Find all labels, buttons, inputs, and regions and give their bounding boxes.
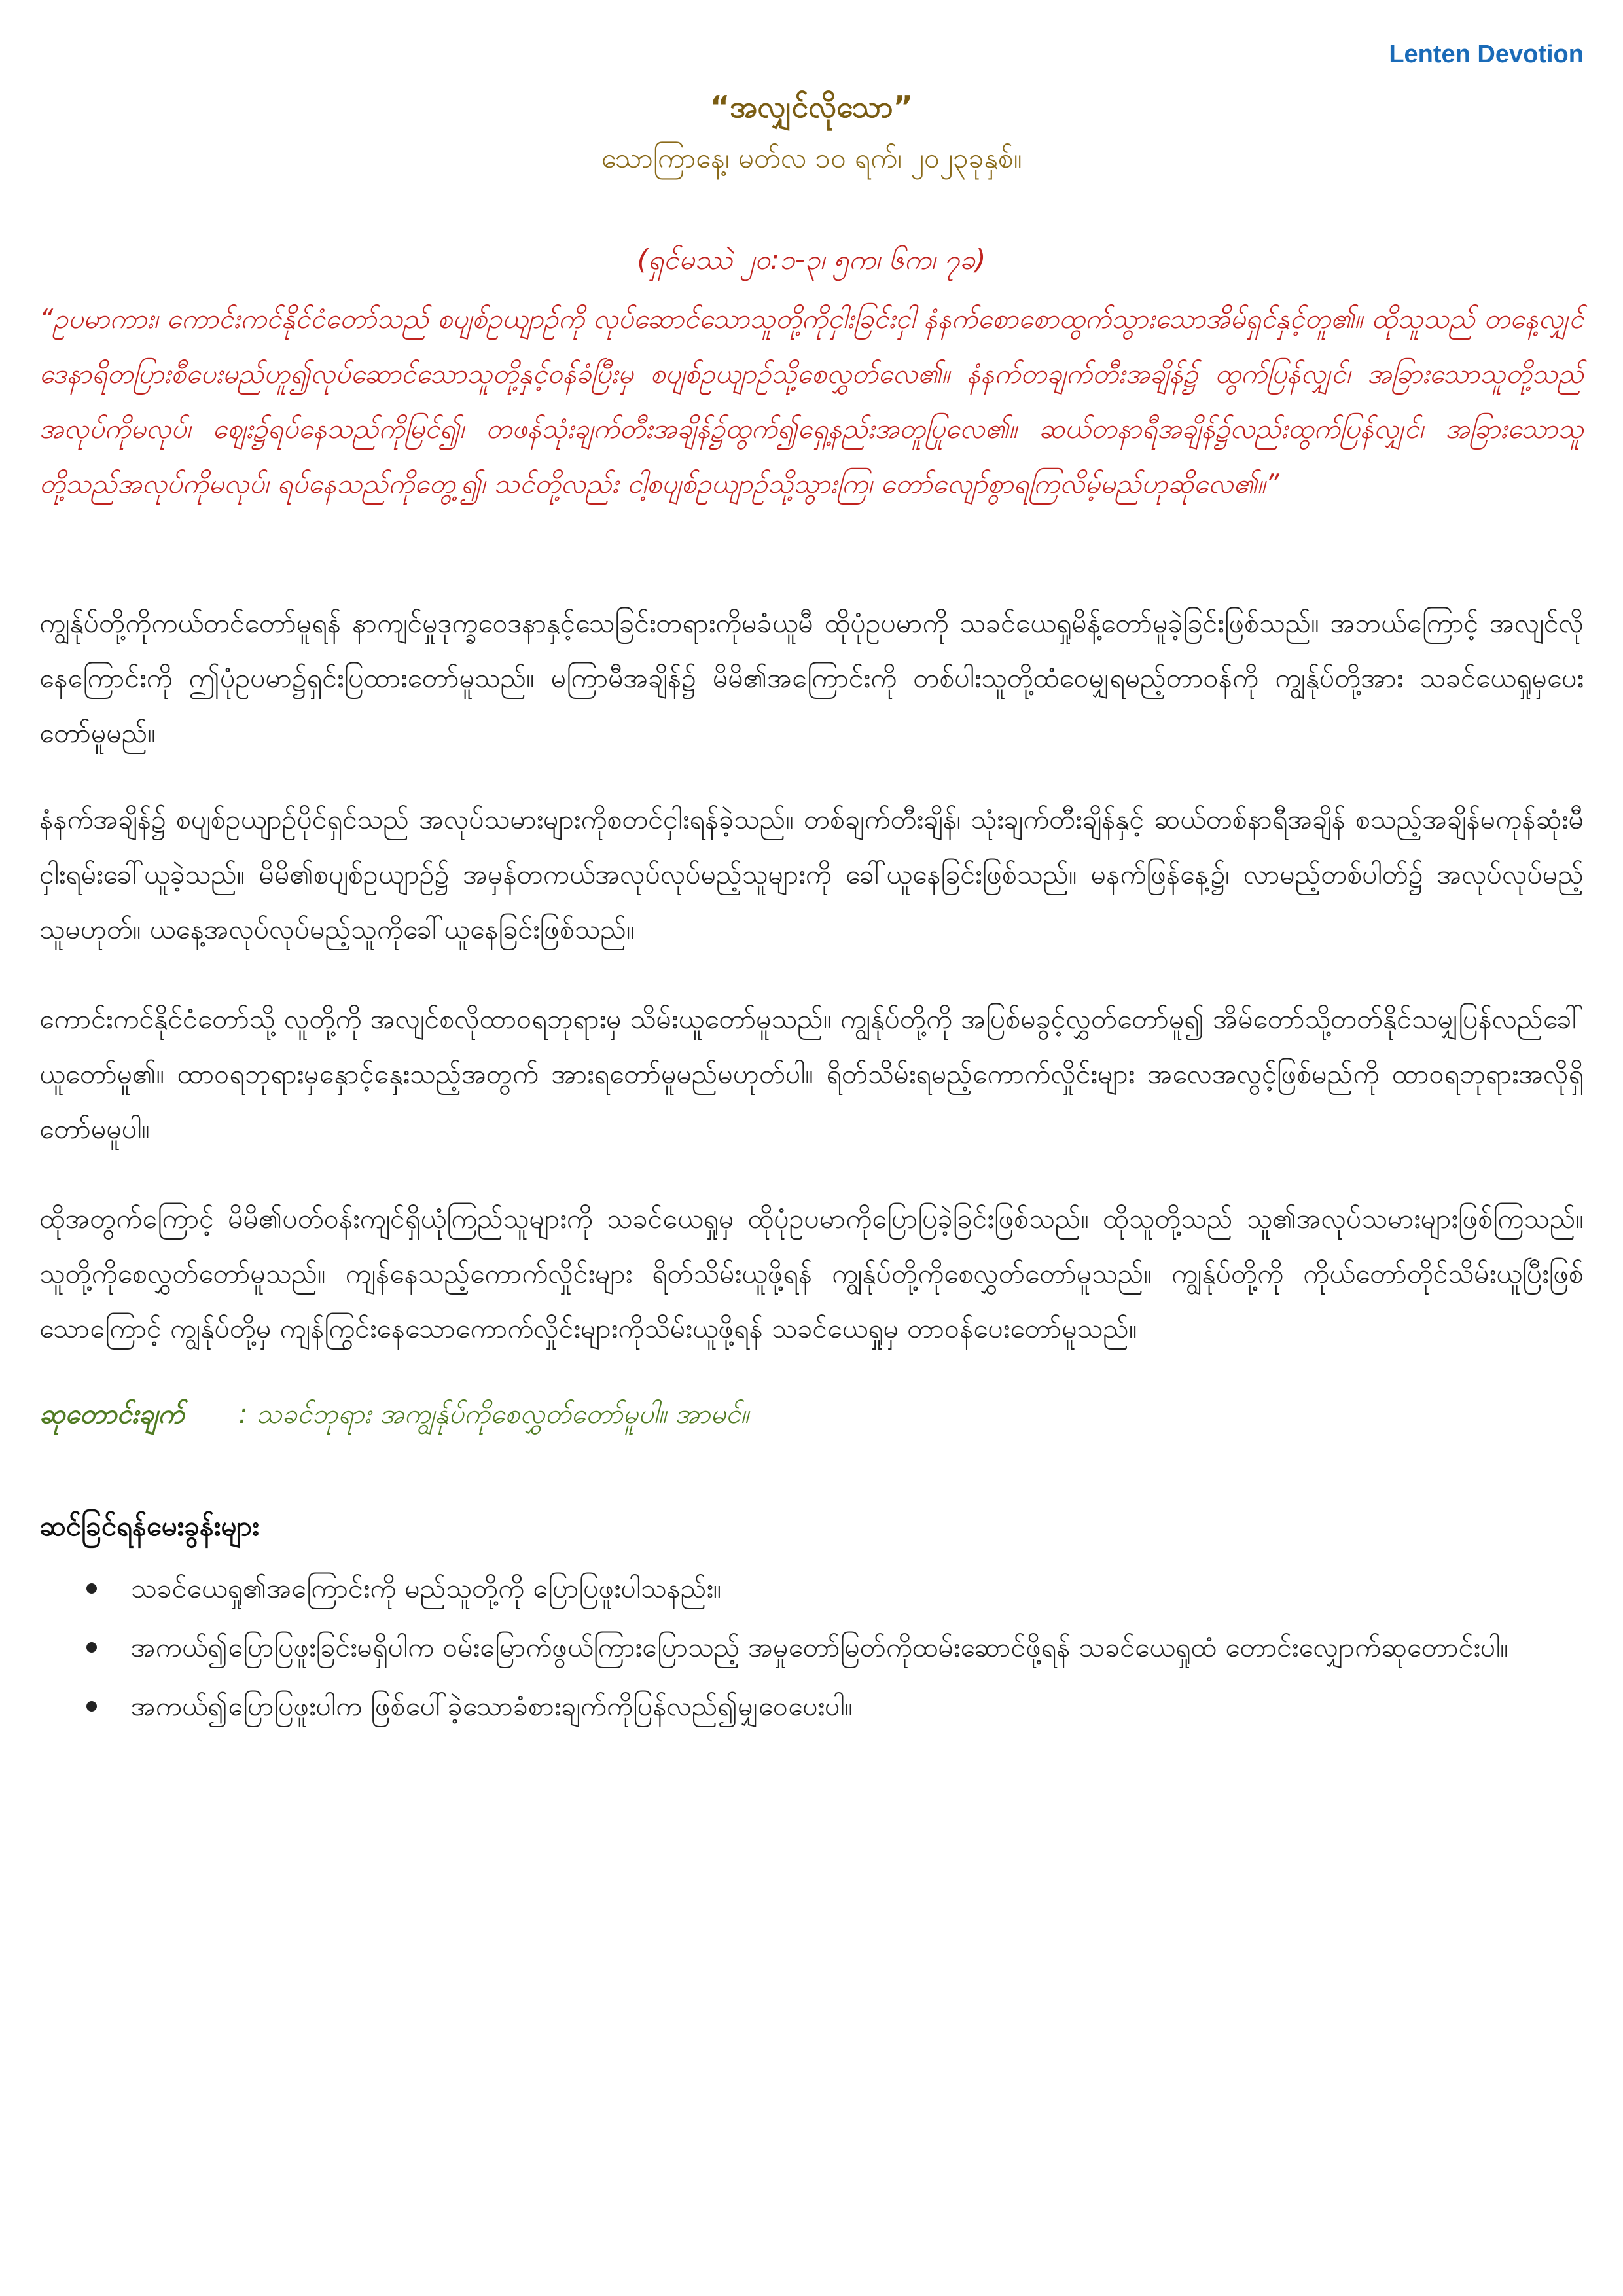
bullet-icon [86,1701,97,1712]
question-text-1: သခင်ယေရှု၏အကြောင်းကို မည်သူတို့ကို ပြောပြဖူးပါသနည်း။ [131,1573,722,1604]
bullet-icon [86,1583,97,1594]
page-date: သောကြာနေ့၊ မတ်လ ၁၀ ရက်၊ ၂၀၂၃ခုနှစ်။ [601,142,1022,174]
question-item-3 [39,1679,1584,1734]
header-tag: Lenten Devotion [1389,41,1584,68]
body-paragraph-1: ကျွန်ုပ်တို့ကိုကယ်တင်တော်မူရန် နာကျင်မှုဒုက္ခဝေဒနာနှင့်သေခြင်းတရားကိုမခံယူမီ ထိုပုံဥပမာကို သခင်ယေရှုမိန့်တော်မူခဲ့ခြင်းဖြစ်သည်။ အဘယ်ကြောင့် အလျင်လိုနေကြောင်းကို ဤပုံဥပမာ၌ရှင်းပြထားတော်မူသည်။ မကြာမီအချိန်၌ မိမိ၏အကြောင်းကို တစ်ပါးသူတို့ထံဝေမျှရမည့်တာဝန်ကို ကျွန်ုပ်တို့အား သခင်ယေရှုမှပေးတော်မူမည်။ [39,607,1584,749]
questions-heading: ဆင်ခြင်ရန်မေးခွန်းများ [39,1510,259,1542]
question-text-2: အကယ်၍ပြောပြဖူးခြင်းမရှိပါက ဝမ်းမြောက်ဖွယ်ကြားပြောသည့် အမှုတော်မြတ်ကိုထမ်းဆောင်ဖို့ရန် သခင်ယေရှုထံ တောင်းလျှောက်ဆုတောင်းပါ။ [131,1632,1508,1663]
body-paragraph-4: ထိုအတွက်ကြောင့် မိမိ၏ပတ်ဝန်းကျင်ရှိယုံကြည်သူများကို သခင်ယေရှုမှ ထိုပုံဥပမာကိုပြောပြခဲ့ခြင်းဖြစ်သည်။ ထိုသူတို့သည် သူ၏အလုပ်သမားများဖြစ်ကြသည်။ သူတို့ကိုစေလွှတ်တော်မူသည်။ ကျန်နေသည့်ကောက်လှိုင်းများ ရိတ်သိမ်းယူဖို့ရန် ကျွန်ုပ်တို့ကိုစေလွှတ်တော်မူသည်။ ကျွန်ုပ်တို့ကို ကိုယ်တော်တိုင်သိမ်းယူပြီးဖြစ်သောကြောင့် ကျွန်ုပ်တို့မှ ကျန်ကြွင်းနေသောကောက်လှိုင်းများကိုသိမ်းယူဖို့ရန် သခင်ယေရှုမှ တာဝန်ပေးတော်မူသည်။ [39,1203,1584,1344]
scripture-passage: “ဥပမာကား၊ ကောင်းကင်နိုင်ငံတော်သည် စပျစ်ဥယျာဉ်ကို လုပ်ဆောင်သောသူတို့ကိုငှါးခြင်းငှါ နံနက်စောစောထွက်သွားသောအိမ်ရှင်နှင့်တူ၏။ ထိုသူသည် တနေ့လျှင် ဒေနာရိတပြားစီပေးမည်ဟူ၍လုပ်ဆောင်သောသူတို့နှင့်ဝန်ခံပြီးမှ စပျစ်ဥယျာဉ်သို့စေလွှတ်လေ၏။ နံနက်တချက်တီးအချိန်၌ ထွက်ပြန်လျှင်၊ အခြားသောသူတို့သည် အလုပ်ကိုမလုပ်၊ ဈေး၌ရပ်နေသည်ကိုမြင်၍၊ တဖန်သုံးချက်တီးအချိန်၌ထွက်၍ရှေ့နည်းအတူပြုလေ၏။ ဆယ်တနာရီအချိန်၌လည်းထွက်ပြန်လျှင်၊ အခြားသောသူတို့သည်အလုပ်ကိုမလုပ်၊ ရပ်နေသည်ကိုတွေ့၍၊ သင်တို့လည်း ငါ့စပျစ်ဥယျာဉ်သို့သွားကြ၊ တော်လျော်စွာရကြလိမ့်မည်ဟုဆိုလေ၏။” [39,303,1584,499]
question-item-1 [39,1561,1584,1616]
page-title: “အလျှင်လိုသော” [709,89,914,124]
body-paragraph-3: ကောင်းကင်နိုင်ငံတော်သို့ လူတို့ကို အလျင်စလိုထာဝရဘုရားမှ သိမ်းယူတော်မူသည်။ ကျွန်ုပ်တို့ကို အပြစ်မခွင့်လွှတ်တော်မူ၍ အိမ်တော်သို့တတ်နိုင်သမျှပြန်လည်ခေါ်ယူတော်မူ၏။ ထာဝရဘုရားမှနှောင့်နှေးသည့်အတွက် အားရတော်မူမည်မဟုတ်ပါ။ ရိတ်သိမ်းရမည့်ကောက်လှိုင်းများ အလေအလွင့်ဖြစ်မည်ကို ထာဝရဘုရားအလိုရှိတော်မမူပါ။ [39,1003,1584,1145]
prayer-label: ဆုတောင်းချက် [39,1398,185,1429]
questions-list [39,1561,1584,1738]
body-paragraph-2: နံနက်အချိန်၌ စပျစ်ဥယျာဉ်ပိုင်ရှင်သည် အလုပ်သမားများကိုစတင်ငှါးရန်ခဲ့သည်။ တစ်ချက်တီးချိန်၊ သုံးချက်တီးချိန်နှင့် ဆယ်တစ်နာရီအချိန် စသည့်အချိန်မကုန်ဆုံးမီငှါးရမ်းခေါ်ယူခဲ့သည်။ မိမိ၏စပျစ်ဥယျာဉ်၌ အမှန်တကယ်အလုပ်လုပ်မည့်သူများကို ခေါ်ယူနေခြင်းဖြစ်သည်။ မနက်ဖြန်နေ့၌၊ လာမည့်တစ်ပါတ်၌ အလုပ်လုပ်မည့်သူမဟုတ်။ ယနေ့အလုပ်လုပ်မည့်သူကိုခေါ်ယူနေခြင်းဖြစ်သည်။ [39,804,1584,945]
prayer-text: : သခင်ဘုရား အကျွန်ုပ်ကိုစေလွှတ်တော်မူပါ။ အာမင်။ [238,1398,749,1429]
prayer-line [39,1397,1584,1437]
question-text-3: အကယ်၍ပြောပြဖူးပါက ဖြစ်ပေါ်ခဲ့သောခံစားချက်ကိုပြန်လည်၍မျှဝေပေးပါ။ [131,1691,853,1722]
scripture-reference: (ရှင်မဿဲ ၂၀:၁-၃၊ ၅က၊ ၆က၊ ၇ခ) [637,243,986,276]
question-item-2 [39,1620,1584,1675]
bullet-icon [86,1642,97,1653]
